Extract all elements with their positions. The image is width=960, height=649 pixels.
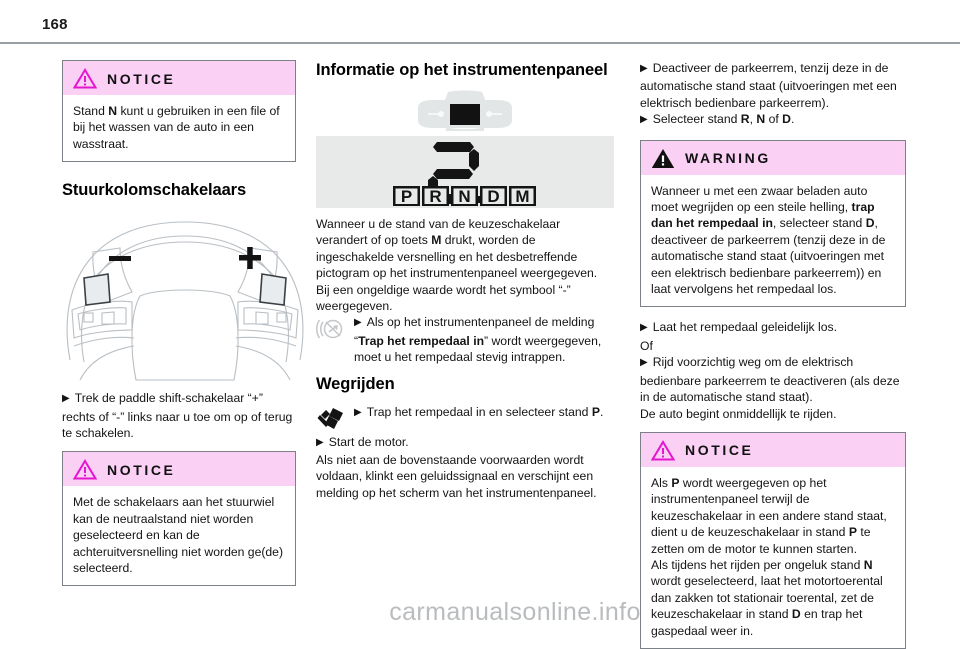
paragraph-selector-a: Wanneer u de stand van de keuzeschakelaar verandert of op toets [316, 217, 561, 248]
steering-wheel-paddle-shifters [62, 210, 308, 382]
minus-symbol [109, 256, 131, 261]
bullet-select-p-a: Trap het rempedaal in en selecteer stand [366, 404, 592, 419]
notice-text-post: kunt u gebruiken in een file of bij het wassen van de auto in een wasstraat. [73, 104, 280, 151]
bullet-select-rnd [640, 111, 906, 129]
bullet-arrow-icon: ▶ [62, 393, 70, 405]
notice-header [641, 433, 905, 467]
warning-triangle-outline-icon [73, 68, 97, 89]
notice-body [63, 95, 295, 161]
svg-text:D: D [487, 187, 500, 206]
bullet-brake-text-bold: Trap het rempedaal in [358, 333, 485, 348]
notice-right-p1-bold2: P [848, 525, 857, 540]
section-title-wegrijden: Wegrijden [316, 374, 395, 393]
bullet-select-rnd-a: Selecteer stand [652, 112, 741, 127]
bullet-arrow-icon: ▶ [640, 357, 648, 369]
paragraph-car-moves: De auto begint onmiddellijk te rijden. [640, 406, 837, 421]
bullet-arrow-icon: ▶ [354, 406, 362, 418]
bullet-arrow-icon: ▶ [640, 63, 648, 74]
bullet-brake-text-a: Als op het instrumentenpaneel de melding “ [354, 315, 595, 348]
bullet-select-p-text [354, 404, 614, 422]
bullet-select-rnd-sep1: , [749, 112, 757, 127]
bullet-start-engine [316, 434, 614, 452]
warning-triangle-outline-icon [73, 459, 97, 480]
bullet-deactivate-parking-brake [640, 60, 906, 111]
paragraph-conditions: Als niet aan de bovenstaande voorwaarden wordt voldaan, klinkt een geluidssignaal en verschijnt een melding op het scherm van het instrumentenpaneel. [316, 453, 597, 500]
notice-header [63, 452, 295, 486]
bullet-release-brake [640, 319, 906, 337]
warning-triangle-outline-icon [651, 440, 675, 461]
bullet-drive-carefully-text: Rijd voorzichtig weg om de elektrisch bedienbare parkeerrem te deactiveren (als deze in de automatische stand staat). [640, 355, 900, 405]
notice-header [63, 61, 295, 95]
bullet-select-rnd-sep2: of [765, 112, 783, 127]
bullet-drive-carefully [640, 354, 906, 405]
bullet-select-p-bold: P [591, 404, 600, 419]
paragraph-selector-bold: M [431, 233, 442, 248]
bullet-select-rnd-n: N [756, 112, 766, 127]
notice-right-p1-bold1: P [671, 475, 680, 490]
notice-right-p2-b: wordt geselecteerd, laat het motortoerental dan zakken tot stationair toerental, zet de keuzeschakelaar in stand [651, 574, 883, 622]
notice-label: NOTICE [107, 461, 176, 478]
paragraph-selector-info [316, 216, 614, 282]
paragraph-paddle-instruction [62, 390, 296, 441]
notice-right-p2-a: Als tijdens het rijden per ongeluk stand [651, 557, 864, 572]
warning-text-1: Wanneer u met een zwaar beladen auto moet wegrijden op een steile helling, [651, 183, 868, 215]
bullet-select-p [316, 404, 614, 434]
paragraph-paddle-text: Trek de paddle shift-schakelaar “+” rechts of “-” links naar u toe om op of terug te schakelen. [62, 391, 293, 441]
bullet-select-p-b: . [600, 404, 604, 419]
bullet-deactivate-text: Deactiveer de parkeerrem, tenzij deze in de automatische stand staat (uitvoeringen met een elektrisch bedienbare parkeerrem). [640, 61, 897, 110]
text-or: Of [640, 338, 653, 353]
notice-right-p1-c: te zetten om de motor te kunnen starten. [651, 525, 871, 556]
bullet-arrow-icon: ▶ [640, 114, 648, 126]
bullet-select-rnd-r: R [740, 112, 750, 127]
right-column [636, 60, 956, 638]
bullet-select-rnd-end: . [790, 112, 795, 127]
notice-body: Met de schakelaars aan het stuurwiel kan de neutraalstand niet worden geselecteerd en kan de achteruitversnelling niet worden ge(de) selecteerd. [73, 495, 284, 576]
bullet-arrow-icon: ▶ [354, 317, 362, 329]
instrument-cluster-figure [316, 90, 614, 208]
page-header [0, 0, 960, 46]
warning-label: WARNING [685, 150, 771, 167]
notice-right-p2-c: en trap het gaspedaal weer in. [651, 607, 863, 638]
left-column [0, 60, 320, 620]
brake-pedal-icon [316, 405, 348, 433]
paragraph-invalid-value: Bij een ongeldige waarde wordt het symbool “-” weergegeven. [316, 282, 571, 314]
notice-right-p2-bold1: N [863, 557, 873, 572]
notice-right-p1-b: wordt weergegeven op het instrumentenpaneel terwijl de keuzeschakelaar in een andere stand staat, dient u de keuzeschakelaar in stand [651, 475, 887, 540]
notice-right-p2-bold2: D [791, 607, 801, 622]
svg-text:R: R [429, 187, 442, 206]
warning-triangle-solid-icon [651, 148, 675, 169]
notice-right-p1-a: Als [651, 475, 672, 490]
warning-text-bold-1: trap dan het rempedaal in [651, 200, 875, 231]
speed-limiter-off-icon [316, 315, 348, 343]
gear-display-panel [316, 136, 614, 208]
bullet-arrow-icon: ▶ [316, 436, 324, 448]
steering-wheel-figure [62, 210, 296, 382]
warning-text-2: , selecteer stand [772, 216, 866, 231]
svg-text:M: M [515, 187, 530, 206]
warning-text-3: , deactiveer de parkeerrem (tenzij deze in de automatische stand staat (uitvoeringen met een elektrisch bedienbare parkeerrem)) en laat vervolgens het rempedaal los. [651, 216, 886, 297]
notice-text-bold: N [108, 104, 118, 118]
bullet-brake-message [316, 314, 614, 365]
cluster-outline-icon [316, 90, 614, 136]
bullet-start-engine-text: Start de motor. [328, 434, 409, 449]
paragraph-selector-b: drukt, worden de ingeschakelde versnelling en het desbetreffende pictogram op het instrumentenpaneel weergegeven. [316, 233, 598, 281]
page-number: 168 [42, 16, 68, 33]
notice-label: NOTICE [685, 442, 754, 459]
header-divider [0, 42, 960, 44]
bullet-release-brake-text: Laat het rempedaal geleidelijk los. [652, 320, 837, 335]
svg-text:N: N [458, 187, 471, 206]
mode-letters [393, 186, 536, 206]
notice-label: NOTICE [107, 70, 176, 87]
page-columns [0, 60, 960, 638]
notice-text-pre: Stand [73, 104, 109, 118]
warning-box [640, 140, 906, 308]
site-watermark: carmanualsonline.info [389, 598, 641, 626]
bullet-brake-text [354, 314, 614, 365]
section-title-stuurkolomschakelaars: Stuurkolomschakelaars [62, 181, 247, 200]
notice-box-left-2 [62, 451, 296, 586]
warning-body [641, 175, 905, 307]
bullet-select-rnd-d: D [782, 112, 791, 127]
warning-text-bold-2: D [865, 216, 875, 231]
svg-text:P: P [400, 187, 413, 206]
notice-box-left-1 [62, 60, 296, 162]
bullet-arrow-icon: ▶ [640, 322, 648, 334]
section-title-informatie-instrumentenpaneel: Informatie op het instrumentenpaneel [316, 61, 608, 79]
plus-symbol [239, 247, 261, 269]
bullet-brake-text-b: ” wordt weergegeven, moet u het rempedaal stevig intrappen. [354, 333, 602, 365]
warning-header [641, 141, 905, 175]
middle-column [316, 60, 636, 620]
